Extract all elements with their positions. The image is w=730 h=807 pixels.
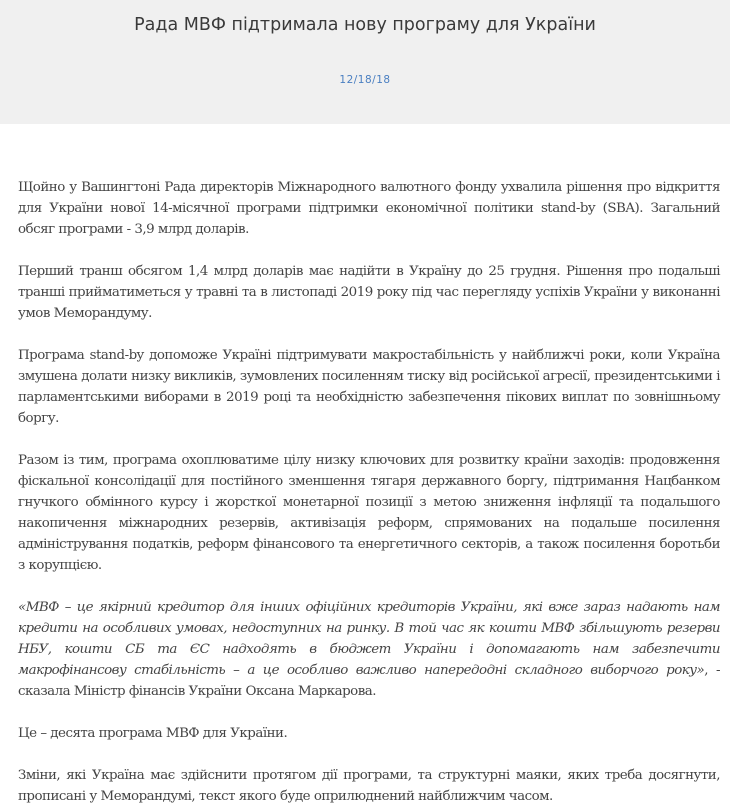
paragraph: Зміни, які Україна має здійснити протягом дії програми, та структурні маяки, яких треба досягнути, прописані у Меморандумі, текст якого буде оприлюднений найближчим часом. <box>18 768 720 804</box>
page-title: Рада МВФ підтримала нову програму для України <box>134 15 596 35</box>
paragraph: Це – десята програма МВФ для України. <box>18 726 288 741</box>
paragraph: Щойно у Вашингтоні Рада директорів Міжнародного валютного фонду ухвалила рішення про відкриття для України нової 14-місячної програми підтримки економічної політики stand-by (SBA). Загальний обсяг програми - 3,9 млрд доларів. <box>18 180 720 237</box>
article-header <box>0 0 730 124</box>
paragraph: Перший транш обсягом 1,4 млрд доларів має надійти в Україну до 25 грудня. Рішення про подальші транші прийматиметься у травні та в листопаді 2019 року під час перегляду успіхів України у виконанні умов Меморандуму. <box>18 264 720 321</box>
article-body <box>18 177 720 807</box>
quote-paragraph <box>18 597 720 702</box>
quote-attribution: , - сказала Міністр фінансів України Оксана Маркарова. <box>18 663 720 699</box>
minister-quote: «МВФ – це якірний кредитор для інших офіційних кредиторів України, які вже зараз надають нам кредити на особливих умовах, недоступних на ринку. В той час як кошти МВФ збільшують резерви НБУ, кошти СБ та ЄС надходять в бюджет України і допомагають нам забезпечити макрофінансову стабільність – а це особливо важливо напередодні складного виборчого року» <box>18 600 720 678</box>
paragraph: Разом із тим, програма охоплюватиме цілу низку ключових для розвитку країни заходів: продовження фіскальної консолідації для постійного зменшення тягаря державного боргу, підтримання Нацбанком гнучкого обмінного курсу і жорсткої монетарної позиції з метою зниження інфляції та подальшого накопичення міжнародних резервів, активізація реформ, спрямованих на подальше посилення адміністрування податків, реформ фінансового та енергетичного секторів, а також посилення боротьби з корупцією. <box>18 453 720 573</box>
publish-date: 12/18/18 <box>339 74 391 86</box>
paragraph: Програма stand-by допоможе Україні підтримувати макростабільність у найближчі роки, коли Україна змушена долати низку викликів, зумовлених посиленням тиску від російської агресії, президентськими і парламентськими виборами в 2019 році та необхідністю забезпечення пікових виплат по зовнішньому боргу. <box>18 348 720 426</box>
